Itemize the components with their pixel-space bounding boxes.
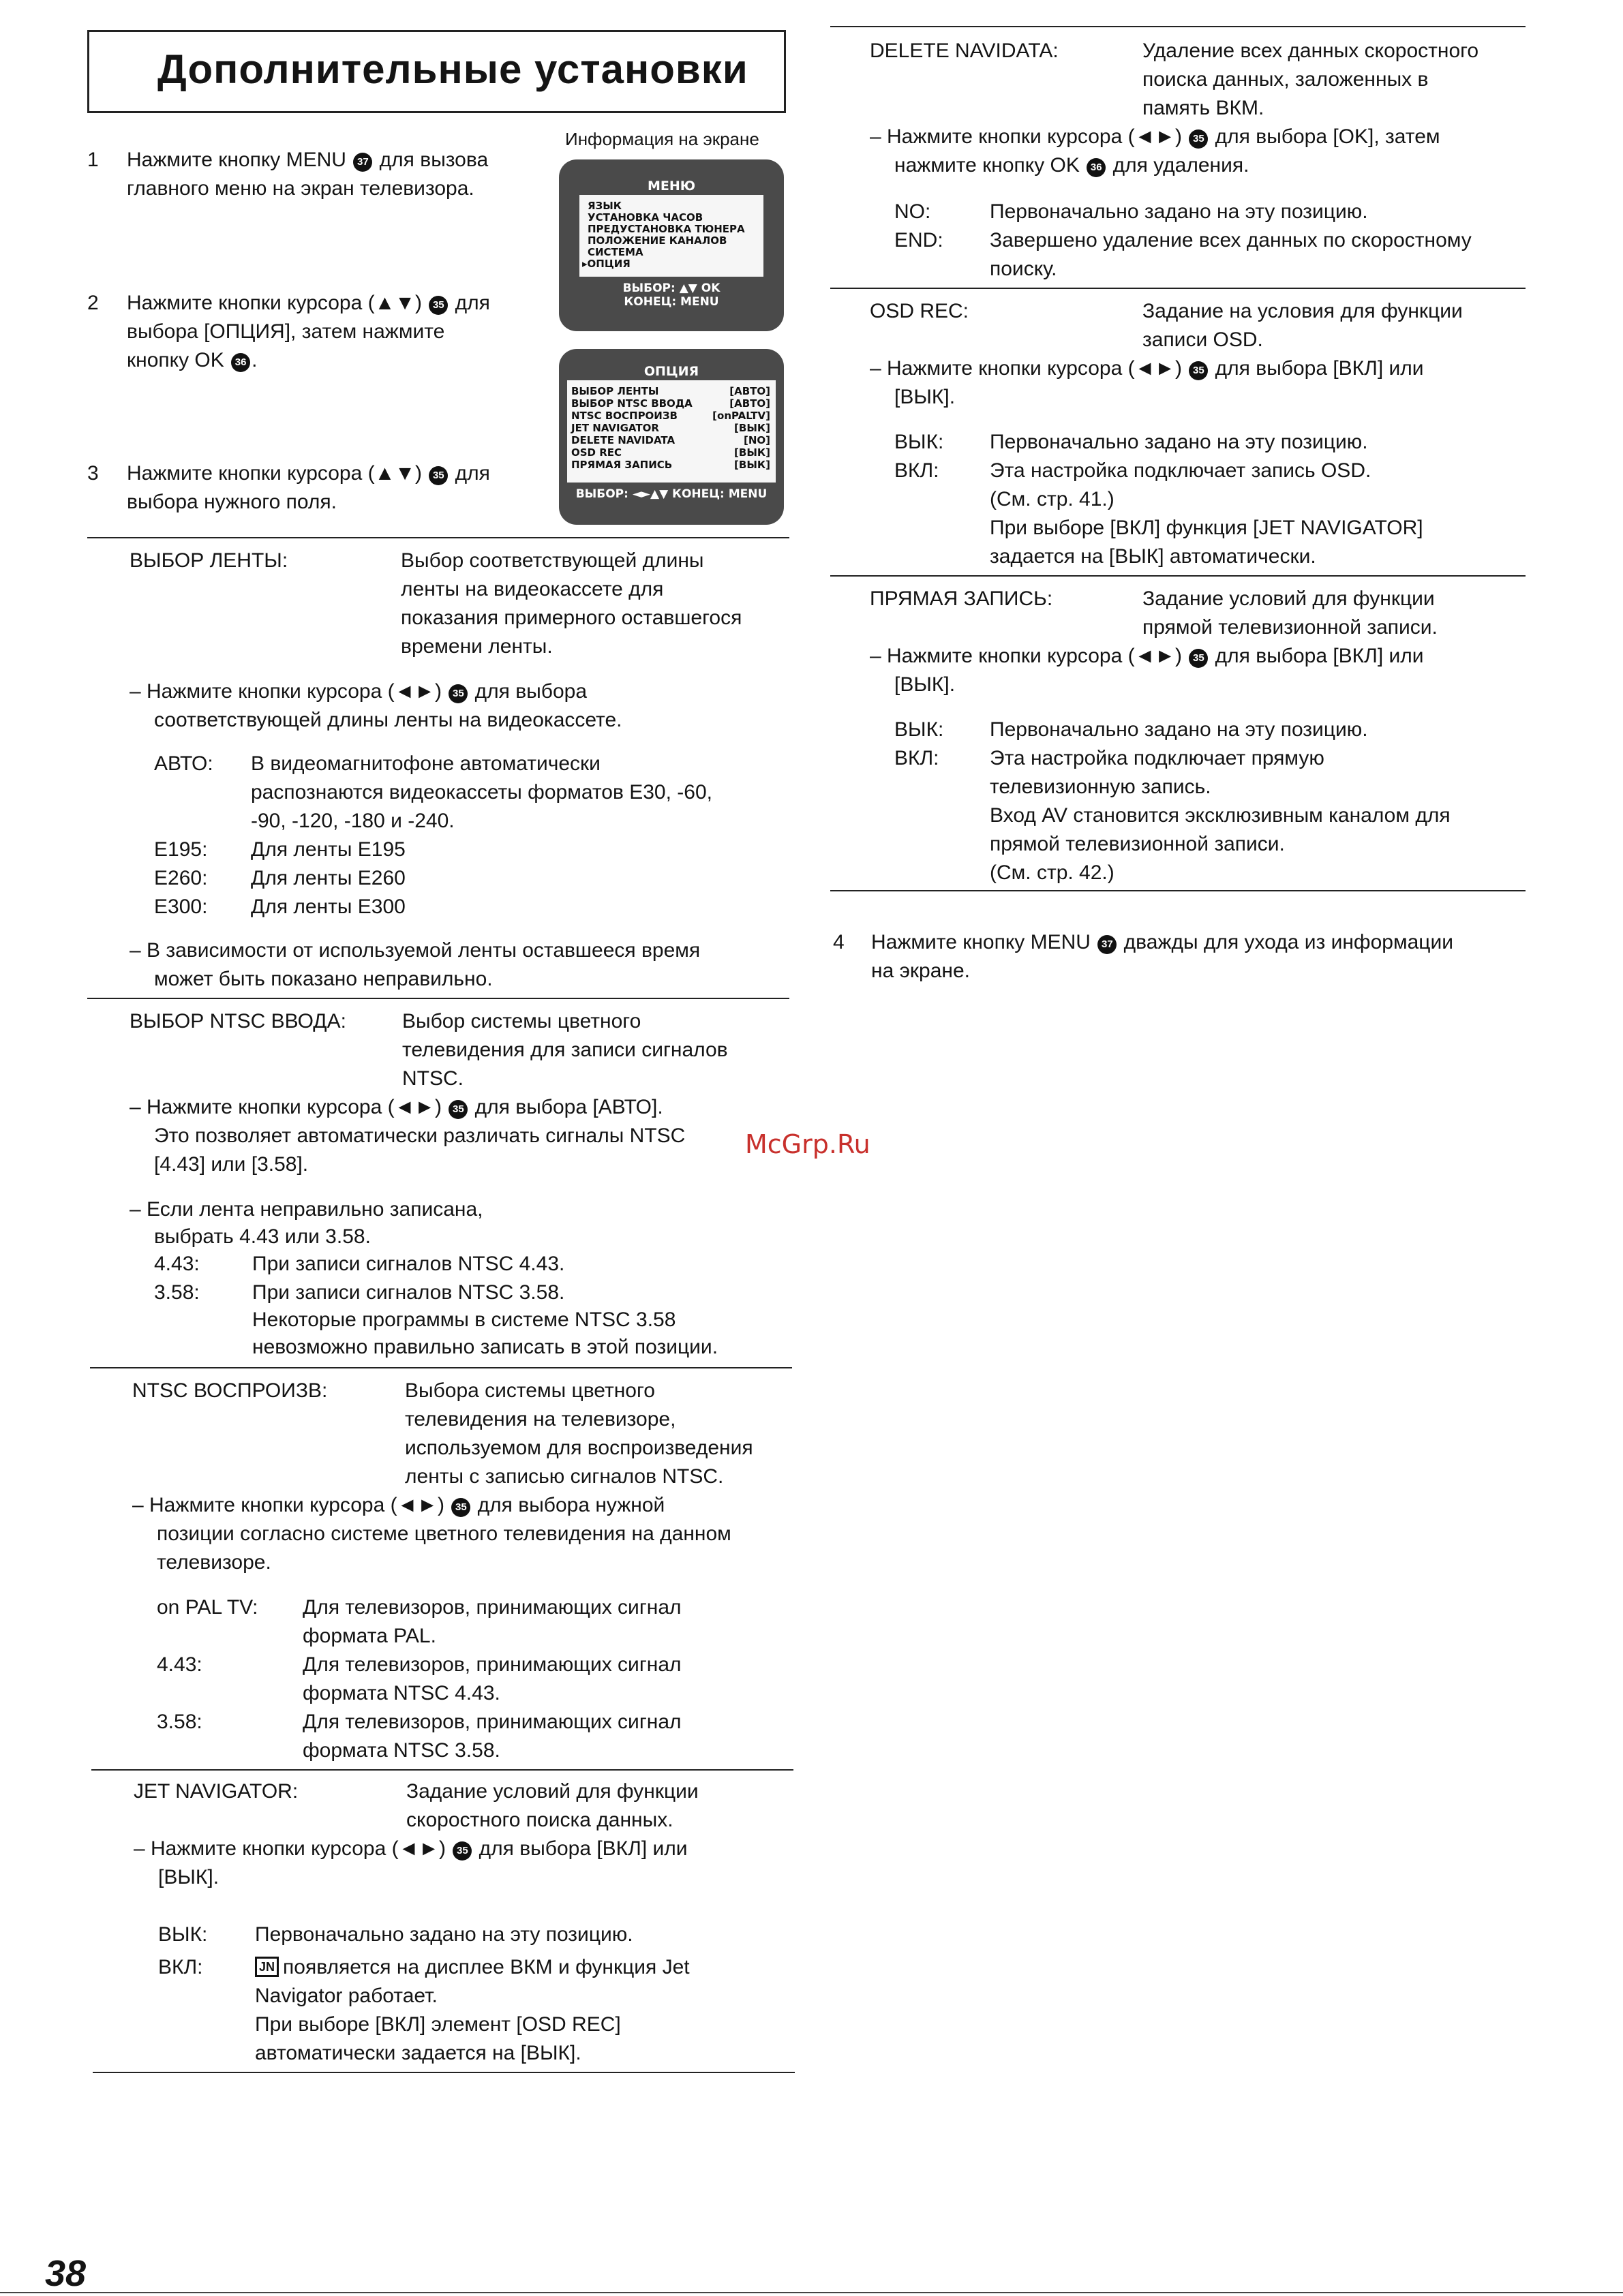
options-panel [567, 380, 776, 483]
screen-caption: Информация на экране [565, 129, 759, 149]
ntsc-playback-option-value: Для телевизоров, принимающих сигнал [303, 1653, 682, 1676]
step-2-text-3: кнопку OK 36 . [127, 349, 258, 371]
step-2-number: 2 [87, 292, 99, 314]
ntsc-playback-instruction: – Нажмите кнопки курсора (◄►) 35 для выбора нужной [132, 1494, 665, 1516]
osd-rec-option-key: ВЫК: [894, 431, 944, 453]
direct-record-option-value: Вход AV становится эксклюзивным каналом для [990, 804, 1451, 827]
direct-record-option-key: ВЫК: [894, 718, 944, 741]
tape-option-key: E195: [154, 838, 208, 861]
menu-item: ЯЗЫК [588, 200, 622, 212]
delete-navidata-instruction: – Нажмите кнопки курсора (◄►) 35 для выбора [OK], затем [870, 125, 1440, 148]
osd-rec-desc: записи OSD. [1142, 328, 1263, 351]
menu-button-icon: 37 [1097, 935, 1117, 954]
ntsc-playback-instruction-2: позиции согласно системе цветного телевидения на данном [157, 1522, 731, 1545]
cursor-button-icon: 35 [1189, 129, 1208, 149]
option-value: [ВЫК] [734, 422, 770, 434]
osd-rec-label: OSD REC: [870, 300, 969, 322]
tape-note-2: может быть показано неправильно. [154, 968, 493, 990]
option-value: [АВТО] [729, 385, 770, 397]
tape-option-key: АВТО: [154, 752, 213, 775]
delete-navidata-option-value: Завершено удаление всех данных по скоростному [990, 229, 1472, 251]
ntsc-input-desc: NTSC. [402, 1067, 464, 1090]
direct-record-option-value: прямой телевизионной записи. [990, 833, 1285, 855]
osd-rec-option-value: Первоначально задано на эту позицию. [990, 431, 1368, 453]
watermark: McGrp.Ru [745, 1129, 870, 1159]
ntsc-input-option-value: При записи сигналов NTSC 3.58. [252, 1281, 565, 1304]
menu-button-icon: 37 [353, 153, 372, 172]
menu-panel [579, 195, 763, 277]
ntsc-input-instruction-3: [4.43] или [3.58]. [154, 1153, 309, 1176]
step-3-text-2: выбора нужного поля. [127, 491, 337, 513]
option-value: [ВЫК] [734, 446, 770, 459]
ntsc-input-note-2: выбрать 4.43 или 3.58. [154, 1225, 371, 1248]
ntsc-playback-option-value: Для телевизоров, принимающих сигнал [303, 1711, 682, 1733]
menu-footer-select: ВЫБОР: ▲▼ OK [622, 281, 721, 295]
option-name: ВЫБОР ЛЕНТЫ [571, 385, 659, 397]
delete-navidata-instruction-2: нажмите кнопку OK 36 для удаления. [894, 154, 1249, 177]
direct-record-option-value: (См. стр. 42.) [990, 861, 1114, 884]
ntsc-playback-label: NTSC ВОСПРОИЗВ: [132, 1379, 328, 1402]
option-name: JET NAVIGATOR [571, 422, 659, 434]
jet-navigator-on-value-2: Navigator работает. [255, 1985, 438, 2007]
options-footer: ВЫБОР: ◄►▲▼ КОНЕЦ: MENU [575, 487, 768, 501]
direct-record-instruction-2: [ВЫК]. [894, 673, 956, 696]
step-1-text: Нажмите кнопку MENU 37 для вызова [127, 149, 489, 171]
delete-navidata-option-key: NO: [894, 200, 931, 223]
ntsc-input-option-value: Некоторые программы в системе NTSC 3.58 [252, 1308, 676, 1331]
ntsc-input-desc: телевидения для записи сигналов [402, 1039, 728, 1061]
osd-rec-option-value: При выборе [ВКЛ] функция [JET NAVIGATOR] [990, 517, 1423, 539]
menu-item: ПОЛОЖЕНИЕ КАНАЛОВ [588, 234, 727, 247]
tape-instruction-2: соответствующей длины ленты на видеокассете. [154, 709, 622, 731]
divider [91, 1769, 793, 1771]
step-1-number: 1 [87, 149, 99, 171]
ntsc-playback-option-key: on PAL TV: [157, 1596, 258, 1619]
jet-navigator-off-key: ВЫК: [158, 1923, 208, 1946]
direct-record-label: ПРЯМАЯ ЗАПИСЬ: [870, 587, 1053, 610]
delete-navidata-desc: память ВКМ. [1142, 97, 1264, 119]
option-name: NTSC ВОСПРОИЗВ [571, 410, 678, 422]
ntsc-playback-option-value: Для телевизоров, принимающих сигнал [303, 1596, 682, 1619]
cursor-button-icon: 35 [451, 1498, 470, 1517]
step-2-text: Нажмите кнопки курсора (▲▼) 35 для [127, 292, 490, 314]
step-4-text-2: на экране. [871, 960, 970, 982]
divider [830, 288, 1526, 289]
option-value: [onPALTV] [712, 410, 770, 422]
tape-option-key: E260: [154, 867, 208, 889]
step-3-text: Нажмите кнопки курсора (▲▼) 35 для [127, 462, 490, 485]
direct-record-option-key: ВКЛ: [894, 747, 939, 769]
ntsc-playback-desc: телевидения на телевизоре, [405, 1408, 676, 1430]
page-title: Дополнительные установки [157, 46, 748, 92]
ntsc-playback-instruction-3: телевизоре. [157, 1551, 271, 1574]
ntsc-input-option-key: 4.43: [154, 1253, 200, 1275]
ntsc-input-option-value: невозможно правильно записать в этой позиции. [252, 1336, 718, 1358]
ntsc-playback-desc: ленты с записью сигналов NTSC. [405, 1465, 724, 1488]
direct-record-desc: прямой телевизионной записи. [1142, 616, 1438, 639]
ok-button-icon: 36 [231, 353, 250, 372]
jet-navigator-on-key: ВКЛ: [158, 1956, 203, 1978]
ntsc-playback-option-key: 4.43: [157, 1653, 202, 1676]
tape-instruction: – Нажмите кнопки курсора (◄►) 35 для выбора [130, 680, 587, 703]
tape-option-value: Для ленты E195 [251, 838, 406, 861]
ntsc-playback-option-value: формата NTSC 3.58. [303, 1739, 500, 1762]
osd-rec-option-value: Эта настройка подключает запись OSD. [990, 459, 1371, 482]
step-4-number: 4 [833, 931, 845, 953]
jet-navigator-desc: скоростного поиска данных. [406, 1809, 673, 1831]
jet-navigator-off-value: Первоначально задано на эту позицию. [255, 1923, 633, 1946]
delete-navidata-option-value: поиску. [990, 258, 1057, 280]
menu-header: МЕНЮ [647, 179, 696, 194]
title-box [87, 30, 786, 113]
tape-option-value: Для ленты E260 [251, 867, 406, 889]
tape-option-value: -90, -120, -180 и -240. [251, 810, 455, 832]
delete-navidata-desc: Удаление всех данных скоростного [1142, 40, 1479, 62]
osd-rec-instruction: – Нажмите кнопки курсора (◄►) 35 для выбора [ВКЛ] или [870, 357, 1424, 380]
direct-record-desc: Задание условий для функции [1142, 587, 1435, 610]
step-2-text-2: выбора [ОПЦИЯ], затем нажмите [127, 320, 445, 343]
osd-rec-option-value: задается на [ВЫК] автоматически. [990, 545, 1316, 568]
cursor-button-icon: 35 [453, 1841, 472, 1861]
step-4-text: Нажмите кнопку MENU 37 дважды для ухода из информации [871, 931, 1453, 953]
tape-option-value: Для ленты E300 [251, 896, 406, 918]
divider [90, 1367, 792, 1368]
step-1-text-2: главного меню на экран телевизора. [127, 177, 474, 200]
option-name: OSD REC [571, 446, 622, 459]
cursor-button-icon: 35 [429, 466, 448, 485]
options-header: ОПЦИЯ [643, 364, 699, 379]
option-value: [NO] [743, 434, 770, 446]
tape-desc: показания примерного оставшегося [401, 607, 742, 629]
tape-option-value: В видеомагнитофоне автоматически [251, 752, 601, 775]
ntsc-input-option-value: При записи сигналов NTSC 4.43. [252, 1253, 565, 1275]
bottom-edge-line [0, 2292, 1623, 2293]
jet-navigator-desc: Задание условий для функции [406, 1780, 699, 1803]
tv-menu-screen [559, 159, 784, 331]
tape-desc: ленты на видеокассете для [401, 578, 664, 600]
ntsc-input-note: – Если лента неправильно записана, [130, 1198, 483, 1221]
cursor-button-icon: 35 [449, 684, 468, 703]
menu-item: УСТАНОВКА ЧАСОВ [588, 211, 703, 224]
ntsc-input-desc: Выбор системы цветного [402, 1010, 641, 1032]
divider [93, 2072, 795, 2073]
osd-rec-desc: Задание на условия для функции [1142, 300, 1463, 322]
option-name: ВЫБОР NTSC ВВОДА [571, 397, 693, 410]
option-name: DELETE NAVIDATA [571, 434, 676, 446]
option-value: [ВЫК] [734, 459, 770, 471]
delete-navidata-option-key: END: [894, 229, 943, 251]
jet-navigator-instruction-2: [ВЫК]. [158, 1866, 219, 1888]
ntsc-playback-option-value: формата PAL. [303, 1625, 436, 1647]
menu-footer-exit: КОНЕЦ: MENU [624, 295, 719, 309]
ntsc-playback-desc: Выбора системы цветного [405, 1379, 655, 1402]
ok-button-icon: 36 [1087, 158, 1106, 177]
direct-record-option-value: телевизионную запись. [990, 776, 1211, 798]
delete-navidata-label: DELETE NAVIDATA: [870, 40, 1059, 62]
osd-rec-instruction-2: [ВЫК]. [894, 386, 956, 408]
tape-note: – В зависимости от используемой ленты оставшееся время [130, 939, 701, 962]
step-3-number: 3 [87, 462, 99, 485]
ntsc-playback-desc: используемом для воспроизведения [405, 1437, 753, 1459]
tape-desc: времени ленты. [401, 635, 553, 658]
tape-label: ВЫБОР ЛЕНТЫ: [130, 549, 288, 572]
osd-rec-option-key: ВКЛ: [894, 459, 939, 482]
menu-item-selected: ▸ОПЦИЯ [582, 258, 631, 270]
ntsc-input-option-key: 3.58: [154, 1281, 200, 1304]
divider [830, 890, 1526, 891]
osd-rec-option-value: (См. стр. 41.) [990, 488, 1114, 510]
divider [830, 575, 1526, 577]
cursor-button-icon: 35 [1189, 649, 1208, 668]
direct-record-option-value: Первоначально задано на эту позицию. [990, 718, 1368, 741]
menu-item: СИСТЕМА [588, 246, 643, 258]
tape-desc: Выбор соответствующей длины [401, 549, 704, 572]
ntsc-input-instruction: – Нажмите кнопки курсора (◄►) 35 для выбора [АВТО]. [130, 1096, 663, 1118]
menu-item: ПРЕДУСТАНОВКА ТЮНЕРА [588, 223, 745, 235]
jet-navigator-on-value: JN появляется на дисплее ВКМ и функция Jet [255, 1953, 690, 1982]
tape-option-key: E300: [154, 896, 208, 918]
divider [830, 26, 1526, 27]
jet-navigator-on-value-4: автоматически задается на [ВЫК]. [255, 2042, 581, 2064]
direct-record-instruction: – Нажмите кнопки курсора (◄►) 35 для выбора [ВКЛ] или [870, 645, 1424, 667]
option-name: ПРЯМАЯ ЗАПИСЬ [571, 459, 673, 471]
jet-navigator-on-value-3: При выборе [ВКЛ] элемент [OSD REC] [255, 2013, 621, 2036]
ntsc-input-instruction-2: Это позволяет автоматически различать сигналы NTSC [154, 1124, 686, 1147]
delete-navidata-desc: поиска данных, заложенных в [1142, 68, 1429, 91]
cursor-button-icon: 35 [429, 296, 448, 315]
ntsc-playback-option-key: 3.58: [157, 1711, 202, 1733]
ntsc-playback-option-value: формата NTSC 4.43. [303, 1682, 500, 1704]
jet-navigator-instruction: – Нажмите кнопки курсора (◄►) 35 для выбора [ВКЛ] или [134, 1837, 688, 1860]
page-number: 38 [45, 2253, 87, 2294]
option-value: [АВТО] [729, 397, 770, 410]
tv-options-screen [559, 349, 784, 525]
ntsc-input-label: ВЫБОР NTSC ВВОДА: [130, 1010, 346, 1032]
tape-option-value: распознаются видеокассеты форматов E30, -60, [251, 781, 712, 803]
divider [87, 537, 789, 538]
delete-navidata-option-value: Первоначально задано на эту позицию. [990, 200, 1368, 223]
cursor-button-icon: 35 [1189, 361, 1208, 380]
direct-record-option-value: Эта настройка подключает прямую [990, 747, 1324, 769]
cursor-button-icon: 35 [449, 1100, 468, 1119]
divider [87, 998, 789, 999]
jet-navigator-label: JET NAVIGATOR: [134, 1780, 299, 1803]
jet-navigator-display-icon: JN [255, 1957, 279, 1977]
